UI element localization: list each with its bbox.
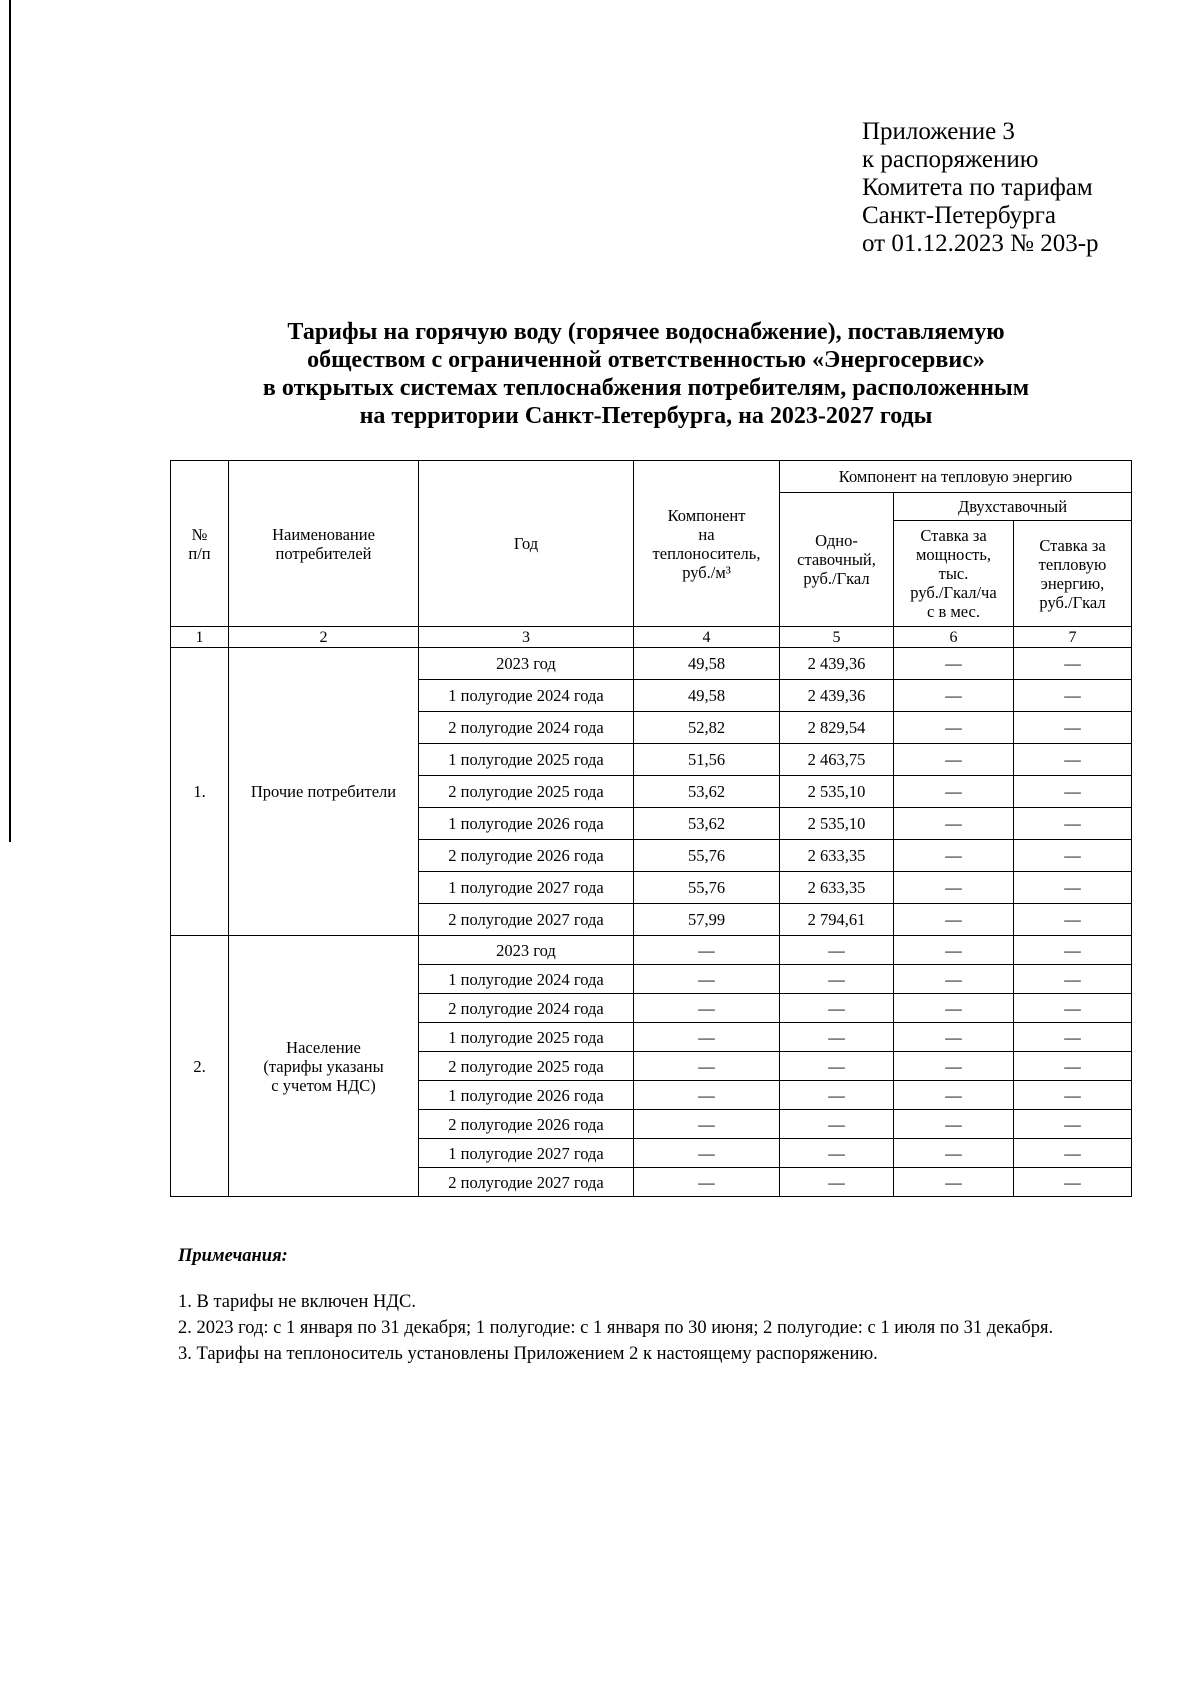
period-cell: 1 полугодие 2025 года	[419, 1023, 634, 1052]
single-rate-cell: —	[780, 1168, 894, 1197]
heat-rate-cell: —	[1014, 808, 1132, 840]
scan-margin-line	[9, 0, 11, 842]
heat-rate-cell: —	[1014, 1139, 1132, 1168]
heat-rate-cell: —	[1014, 965, 1132, 994]
column-index: 4	[634, 627, 780, 648]
notes-section	[178, 1244, 1130, 1368]
power-rate-cell: —	[894, 1081, 1014, 1110]
table-row	[171, 648, 1132, 680]
single-rate-cell: —	[780, 936, 894, 965]
group-number: 2.	[171, 936, 229, 1197]
single-rate-cell: —	[780, 1023, 894, 1052]
power-rate-cell: —	[894, 1023, 1014, 1052]
carrier-tariff-cell: 53,62	[634, 776, 780, 808]
power-rate-cell: —	[894, 744, 1014, 776]
single-rate-cell: 2 535,10	[780, 808, 894, 840]
carrier-tariff-cell: —	[634, 1168, 780, 1197]
appendix-line: от 01.12.2023 № 203-р	[862, 230, 1099, 257]
note-item: 3. Тарифы на теплоноситель установлены Приложением 2 к настоящему распоряжению.	[178, 1344, 878, 1364]
table-body	[171, 648, 1132, 1197]
header-carrier-label: Компонент на теплоноситель, руб./м³	[652, 505, 761, 582]
period-cell: 2023 год	[419, 936, 634, 965]
power-rate-cell: —	[894, 776, 1014, 808]
period-cell: 2 полугодие 2024 года	[419, 994, 634, 1023]
period-cell: 2 полугодие 2026 года	[419, 840, 634, 872]
period-cell: 2 полугодие 2024 года	[419, 712, 634, 744]
single-rate-cell: —	[780, 965, 894, 994]
carrier-tariff-cell: —	[634, 936, 780, 965]
title-line: Тарифы на горячую воду (горячее водоснабжение), поставляемую	[287, 319, 1005, 345]
header-year: Год	[419, 461, 634, 627]
appendix-line: Комитета по тарифам	[862, 174, 1093, 201]
heat-rate-cell: —	[1014, 712, 1132, 744]
power-rate-cell: —	[894, 872, 1014, 904]
consumer-name: Население (тарифы указаны с учетом НДС)	[229, 936, 419, 1197]
period-cell: 2023 год	[419, 648, 634, 680]
heat-rate-cell: —	[1014, 744, 1132, 776]
period-cell: 1 полугодие 2026 года	[419, 808, 634, 840]
heat-rate-cell: —	[1014, 872, 1132, 904]
heat-rate-cell: —	[1014, 776, 1132, 808]
single-rate-cell: 2 439,36	[780, 648, 894, 680]
carrier-tariff-cell: —	[634, 994, 780, 1023]
carrier-tariff-cell: 55,76	[634, 872, 780, 904]
single-rate-cell: —	[780, 994, 894, 1023]
period-cell: 2 полугодие 2025 года	[419, 1052, 634, 1081]
single-rate-cell: 2 439,36	[780, 680, 894, 712]
period-cell: 1 полугодие 2024 года	[419, 965, 634, 994]
heat-rate-cell: —	[1014, 1168, 1132, 1197]
period-cell: 2 полугодие 2026 года	[419, 1110, 634, 1139]
single-rate-cell: —	[780, 1052, 894, 1081]
column-index: 6	[894, 627, 1014, 648]
single-rate-cell: 2 794,61	[780, 904, 894, 936]
title-line: на территории Санкт-Петербурга, на 2023-2027 годы	[359, 403, 933, 429]
power-rate-cell: —	[894, 712, 1014, 744]
table-header	[171, 461, 1132, 648]
power-rate-cell: —	[894, 1052, 1014, 1081]
header-two-rate: Двухставочный	[894, 493, 1132, 521]
period-cell: 2 полугодие 2027 года	[419, 904, 634, 936]
single-rate-cell: —	[780, 1110, 894, 1139]
power-rate-cell: —	[894, 840, 1014, 872]
column-index: 1	[171, 627, 229, 648]
header-heat-rate: Ставка за тепловую энергию, руб./Гкал	[1014, 521, 1132, 627]
table-row	[171, 936, 1132, 965]
title-line: обществом с ограниченной ответственностью «Энергосервис»	[307, 347, 985, 373]
carrier-tariff-cell: —	[634, 965, 780, 994]
document-title	[170, 318, 1122, 430]
period-cell: 1 полугодие 2027 года	[419, 1139, 634, 1168]
heat-rate-cell: —	[1014, 680, 1132, 712]
note-item: 1. В тарифы не включен НДС.	[178, 1292, 416, 1312]
power-rate-cell: —	[894, 680, 1014, 712]
heat-rate-cell: —	[1014, 1081, 1132, 1110]
single-rate-cell: —	[780, 1139, 894, 1168]
heat-rate-cell: —	[1014, 994, 1132, 1023]
column-index: 3	[419, 627, 634, 648]
group-number: 1.	[171, 648, 229, 936]
heat-rate-cell: —	[1014, 1110, 1132, 1139]
note-item: 2. 2023 год: с 1 января по 31 декабря; 1 полугодие: с 1 января по 30 июня; 2 полугодие: с 1 июля по 31 декабря.	[178, 1318, 1054, 1338]
carrier-tariff-cell: 49,58	[634, 680, 780, 712]
appendix-line: Приложение 3	[862, 118, 1015, 145]
carrier-tariff-cell: 52,82	[634, 712, 780, 744]
notes-title: Примечания:	[178, 1246, 288, 1266]
carrier-tariff-cell: —	[634, 1052, 780, 1081]
carrier-tariff-cell: 49,58	[634, 648, 780, 680]
period-cell: 1 полугодие 2027 года	[419, 872, 634, 904]
single-rate-cell: —	[780, 1081, 894, 1110]
heat-rate-cell: —	[1014, 1023, 1132, 1052]
power-rate-cell: —	[894, 648, 1014, 680]
carrier-tariff-cell: —	[634, 1023, 780, 1052]
carrier-tariff-cell: 57,99	[634, 904, 780, 936]
period-cell: 2 полугодие 2027 года	[419, 1168, 634, 1197]
single-rate-cell: 2 633,35	[780, 840, 894, 872]
single-rate-cell: 2 633,35	[780, 872, 894, 904]
power-rate-cell: —	[894, 1110, 1014, 1139]
power-rate-cell: —	[894, 994, 1014, 1023]
heat-rate-cell: —	[1014, 936, 1132, 965]
power-rate-cell: —	[894, 936, 1014, 965]
column-index: 7	[1014, 627, 1132, 648]
title-line: в открытых системах теплоснабжения потребителям, расположенным	[262, 375, 1030, 401]
power-rate-cell: —	[894, 965, 1014, 994]
heat-rate-cell: —	[1014, 648, 1132, 680]
carrier-tariff-cell: —	[634, 1139, 780, 1168]
power-rate-cell: —	[894, 1139, 1014, 1168]
power-rate-cell: —	[894, 1168, 1014, 1197]
carrier-tariff-cell: 53,62	[634, 808, 780, 840]
heat-rate-cell: —	[1014, 840, 1132, 872]
single-rate-cell: 2 463,75	[780, 744, 894, 776]
header-power-rate: Ставка за мощность, тыс. руб./Гкал/ча с в мес.	[894, 521, 1014, 627]
appendix-line: Санкт-Петербурга	[862, 202, 1057, 229]
appendix-line: к распоряжению	[862, 146, 1039, 173]
header-single-rate: Одно- ставочный, руб./Гкал	[780, 493, 894, 627]
column-index: 5	[780, 627, 894, 648]
appendix-reference	[862, 118, 1099, 258]
header-num: № п/п	[171, 461, 229, 627]
carrier-tariff-cell: —	[634, 1081, 780, 1110]
period-cell: 1 полугодие 2026 года	[419, 1081, 634, 1110]
heat-rate-cell: —	[1014, 904, 1132, 936]
heat-rate-cell: —	[1014, 1052, 1132, 1081]
carrier-tariff-cell: 55,76	[634, 840, 780, 872]
tariff-table	[170, 460, 1132, 1197]
period-cell: 1 полугодие 2025 года	[419, 744, 634, 776]
carrier-tariff-cell: 51,56	[634, 744, 780, 776]
power-rate-cell: —	[894, 904, 1014, 936]
period-cell: 1 полугодие 2024 года	[419, 680, 634, 712]
carrier-tariff-cell: —	[634, 1110, 780, 1139]
power-rate-cell: —	[894, 808, 1014, 840]
period-cell: 2 полугодие 2025 года	[419, 776, 634, 808]
column-index: 2	[229, 627, 419, 648]
header-energy-component: Компонент на тепловую энергию	[780, 461, 1132, 493]
header-carrier-component	[634, 461, 780, 627]
single-rate-cell: 2 829,54	[780, 712, 894, 744]
consumer-name: Прочие потребители	[229, 648, 419, 936]
header-consumer-name: Наименование потребителей	[229, 461, 419, 627]
single-rate-cell: 2 535,10	[780, 776, 894, 808]
